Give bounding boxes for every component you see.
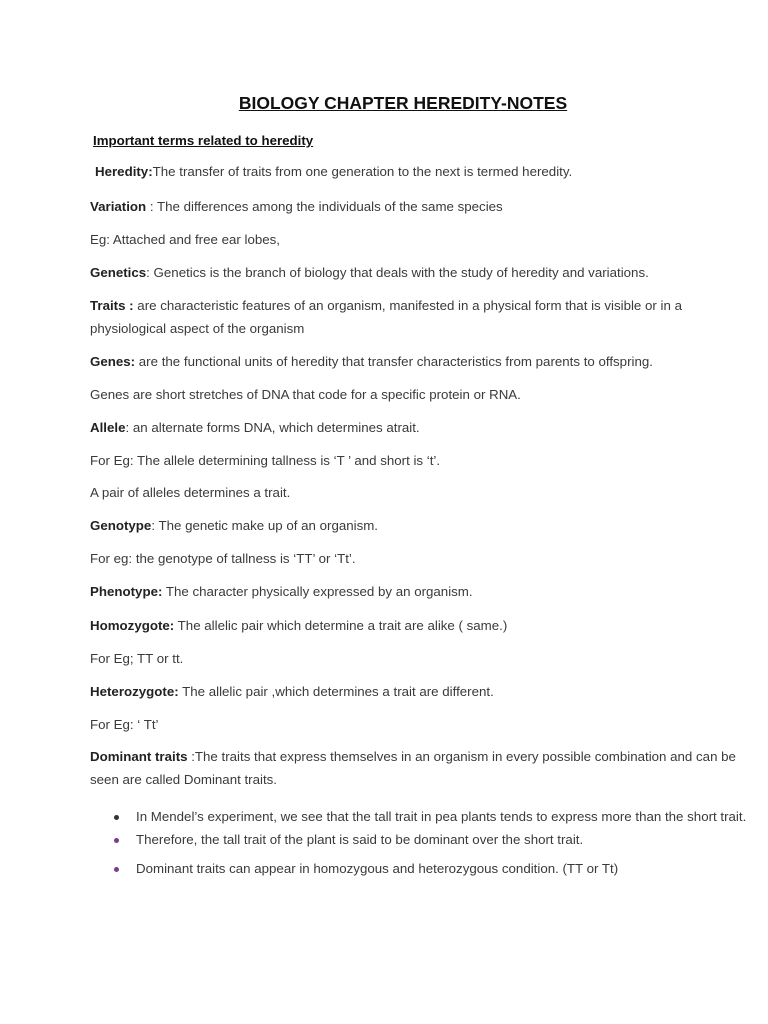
bullet-icon	[114, 838, 119, 843]
term-text: Eg: Attached and free ear lobes,	[90, 232, 280, 247]
term-text: For Eg: The allele determining tallness is ‘T ’ and short is ‘t’.	[90, 453, 441, 468]
entry-genotype	[90, 514, 750, 537]
term-text: : Genetics is the branch of biology that deals with the study of heredity and variations.	[146, 265, 649, 280]
term-text: The transfer of traits from one generation to the next is termed heredity.	[152, 164, 573, 179]
entry-dominant-traits	[90, 745, 750, 791]
term-text: :The traits that express themselves in an organism in every possible combination and can be seen are called Dominant traits.	[90, 749, 736, 787]
term-label: Heredity:	[95, 164, 153, 179]
page-title: BIOLOGY CHAPTER HEREDITY-NOTES	[238, 93, 568, 113]
term-text: For Eg; TT or tt.	[90, 651, 184, 666]
entry-heredity	[95, 160, 755, 183]
term-text: Genes are short stretches of DNA that code for a specific protein or RNA.	[90, 387, 521, 402]
bullet-icon	[114, 815, 119, 820]
entry-allele-pair	[90, 481, 750, 504]
term-text: are the functional units of heredity that transfer characteristics from parents to offspring.	[135, 354, 653, 369]
term-text: : The genetic make up of an organism.	[151, 518, 378, 533]
entry-variation	[90, 195, 750, 218]
term-text: For Eg: ‘ Tt’	[90, 717, 159, 732]
entry-genes-dna	[90, 383, 750, 406]
bullet-text: Dominant traits can appear in homozygous and heterozygous condition. (TT or Tt)	[136, 861, 619, 876]
term-label: Variation	[90, 199, 147, 214]
entry-homozygote-example	[90, 647, 750, 670]
term-label: Phenotype:	[90, 584, 163, 599]
entry-genotype-example	[90, 547, 750, 570]
term-text: The allelic pair ,which determines a trait are different.	[178, 684, 494, 699]
term-label: Genotype	[90, 518, 152, 533]
entry-heterozygote-example	[90, 713, 750, 736]
term-text: A pair of alleles determines a trait.	[90, 485, 291, 500]
bullet-text: In Mendel’s experiment, we see that the tall trait in pea plants tends to express more than the short trait.	[136, 809, 747, 824]
term-text: For eg: the genotype of tallness is ‘TT’ or ‘Tt’.	[90, 551, 356, 566]
bullet-icon	[114, 867, 119, 872]
term-label: Dominant traits	[90, 749, 188, 764]
list-item	[112, 808, 752, 826]
entry-variation-example	[90, 228, 750, 251]
term-text: The character physically expressed by an organism.	[162, 584, 473, 599]
term-text: are characteristic features of an organism, manifested in a physical form that is visible or in a physiological aspect of the organism	[90, 298, 682, 336]
term-text: : an alternate forms DNA, which determines atrait.	[125, 420, 420, 435]
subheading	[93, 129, 753, 152]
term-label: Genetics	[90, 265, 147, 280]
term-label: Heterozygote:	[90, 684, 179, 699]
entry-genetics	[90, 261, 750, 284]
bullet-list	[112, 808, 752, 878]
entry-allele-example	[90, 449, 750, 472]
entry-homozygote	[90, 614, 750, 637]
entry-heterozygote	[90, 680, 750, 703]
subheading-text: Important terms related to heredity	[93, 133, 314, 148]
term-label: Homozygote:	[90, 618, 175, 633]
list-item	[112, 860, 752, 878]
term-label: Traits :	[90, 298, 134, 313]
entry-phenotype	[90, 580, 750, 603]
bullet-text: Therefore, the tall trait of the plant is said to be dominant over the short trait.	[136, 832, 584, 847]
entry-genes	[90, 350, 750, 373]
term-label: Allele	[90, 420, 126, 435]
entry-allele	[90, 416, 750, 439]
term-text: : The differences among the individuals of the same species	[146, 199, 503, 214]
term-text: The allelic pair which determine a trait are alike ( same.)	[174, 618, 508, 633]
term-label: Genes:	[90, 354, 136, 369]
list-item	[112, 831, 752, 849]
entry-traits	[90, 294, 715, 340]
